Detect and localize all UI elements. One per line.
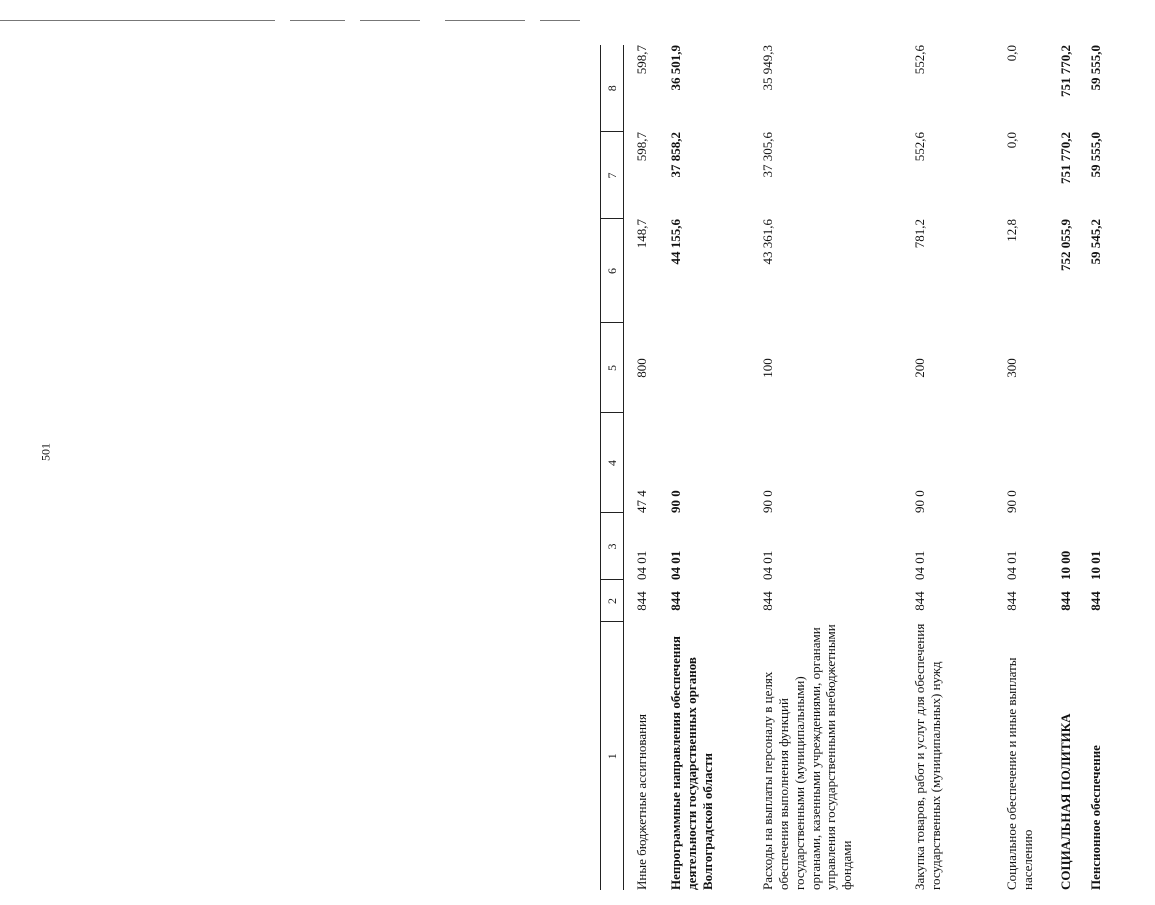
amount-col8: 0,0 (1004, 45, 1019, 62)
amount-col6: 59 545,2 (1088, 219, 1103, 265)
amount-col7: 0,0 (1004, 132, 1019, 149)
section-code: 04 01 (634, 550, 649, 580)
program-code (1050, 413, 1082, 513)
program-code: 90 0 (912, 490, 927, 513)
table-row (624, 45, 661, 890)
table-row (902, 45, 994, 890)
table-row (660, 45, 750, 890)
scan-edge-line (540, 20, 580, 21)
section-code: 04 01 (912, 550, 927, 580)
ministry-code: 844 (760, 591, 775, 611)
amount-col6: 12,8 (1004, 219, 1019, 242)
amount-col8: 36 501,9 (668, 45, 683, 91)
col-header-2: 2 (601, 580, 624, 622)
scan-edge-line (360, 20, 420, 21)
section-code: 04 01 (760, 550, 775, 580)
scan-edge-line (445, 20, 525, 21)
amount-col6: 781,2 (912, 219, 927, 249)
col-header-6: 6 (601, 219, 624, 323)
table-row (1050, 45, 1082, 890)
amount-col8: 59 555,0 (1088, 45, 1103, 91)
section-code: 04 01 (668, 550, 683, 580)
ministry-code: 844 (1058, 591, 1073, 611)
budget-table (600, 45, 1110, 890)
program-code: 47 4 (634, 490, 649, 513)
ministry-code: 844 (668, 591, 683, 611)
amount-col8: 552,6 (912, 45, 927, 75)
ministry-code: 844 (634, 591, 649, 611)
row-name: Закупка товаров, работ и услуг для обеспечения государственных (муниципальных) нужд (912, 623, 943, 890)
page-number: 501 (38, 443, 53, 461)
amount-col8: 35 949,3 (760, 45, 775, 91)
row-name: СОЦИАЛЬНАЯ ПОЛИТИКА (1058, 713, 1073, 890)
expense-type-code (660, 323, 750, 413)
table-row (750, 45, 902, 890)
rotated-page (600, 45, 1155, 890)
col-header-8: 8 (601, 45, 624, 132)
amount-col6: 44 155,6 (668, 219, 683, 265)
expense-type-code: 300 (1004, 358, 1019, 378)
section-code: 04 01 (1004, 550, 1019, 580)
amount-col6: 752 055,9 (1058, 219, 1073, 271)
row-name: Иные бюджетные ассигнования (634, 713, 649, 890)
expense-type-code: 800 (634, 358, 649, 378)
ministry-code: 844 (1088, 591, 1103, 611)
amount-col6: 43 361,6 (760, 219, 775, 265)
col-header-3: 3 (601, 513, 624, 580)
column-number-header (601, 45, 624, 890)
amount-col7: 59 555,0 (1088, 132, 1103, 178)
table-row (1082, 45, 1110, 890)
program-code: 90 0 (1004, 490, 1019, 513)
row-name: Непрограммные направления обеспечения деятельности государственных органов Волгоградской области (668, 636, 715, 890)
expense-type-code (1050, 323, 1082, 413)
amount-col8: 598,7 (634, 45, 649, 75)
program-code: 90 0 (668, 490, 683, 513)
program-code: 90 0 (760, 490, 775, 513)
amount-col7: 37 858,2 (668, 132, 683, 178)
program-code (1082, 413, 1110, 513)
scan-edge-line (0, 20, 275, 21)
section-code: 10 01 (1088, 550, 1103, 580)
amount-col7: 552,6 (912, 132, 927, 162)
amount-col7: 598,7 (634, 132, 649, 162)
section-code: 10 00 (1058, 550, 1073, 580)
col-header-5: 5 (601, 323, 624, 413)
amount-col6: 148,7 (634, 219, 649, 249)
row-name: Социальное обеспечение и иные выплаты населению (1004, 657, 1035, 890)
col-header-1: 1 (601, 622, 624, 890)
scan-edge-line (290, 20, 345, 21)
col-header-4: 4 (601, 413, 624, 513)
col-header-7: 7 (601, 132, 624, 219)
expense-type-code (1082, 323, 1110, 413)
expense-type-code: 100 (760, 358, 775, 378)
amount-col8: 751 770,2 (1058, 45, 1073, 97)
amount-col7: 751 770,2 (1058, 132, 1073, 184)
expense-type-code: 200 (912, 358, 927, 378)
ministry-code: 844 (912, 591, 927, 611)
row-name: Пенсионное обеспечение (1088, 745, 1103, 890)
row-name: Расходы на выплаты персоналу в целях обеспечения выполнения функций государственными (муниципальными) органами, казенными учреждениями, органами управления государственными внебюджетными фондами (760, 624, 855, 890)
amount-col7: 37 305,6 (760, 132, 775, 178)
table-row (994, 45, 1050, 890)
ministry-code: 844 (1004, 591, 1019, 611)
